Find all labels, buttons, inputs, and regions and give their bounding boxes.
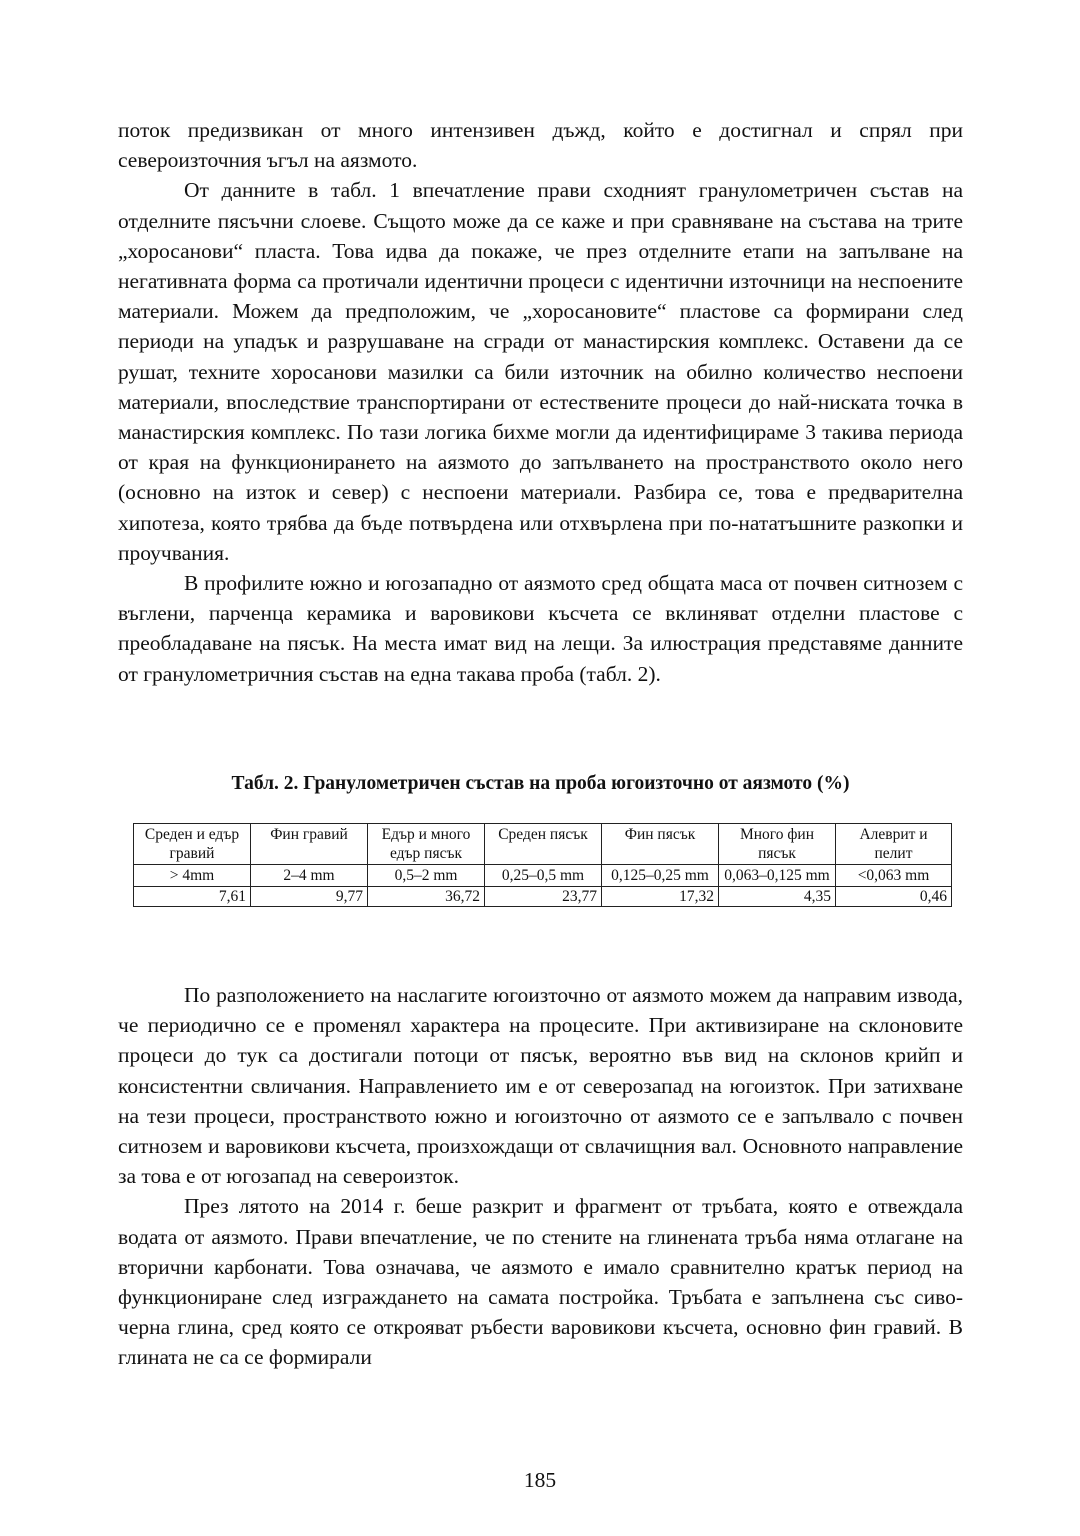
- table-value-cell: 0,46: [836, 887, 952, 907]
- paragraph: През лятото на 2014 г. беше разкрит и фрагмент от тръбата, която е отвеждала водата от аязмото. Прави впечатление, че по стените на глинената тръба няма отлагане на вторични карбонати. Това означава, че аязмото е имало сравнително кратък период на функциониране след изграждането на самата постройка. Тръбата е запълнена със сиво-черна глина, сред която се открояват ръбести варовикови късчета, основно фин гравий. В глината не са се формирали: [118, 1194, 963, 1370]
- table-header-cell: Фин гравий: [251, 824, 368, 865]
- table-value-cell: 36,72: [368, 887, 485, 907]
- table-range-cell: 0,125–0,25 mm: [602, 865, 719, 887]
- table-header-row: [134, 824, 952, 865]
- paragraph: поток предизвикан от много интензивен дъжд, който е достигнал и спрял при североизточния ъгъл на аязмото.: [118, 118, 963, 173]
- table-header-cell: Алеврит и пелит: [836, 824, 952, 865]
- table-range-cell: 0,063–0,125 mm: [719, 865, 836, 887]
- table-range-row: [134, 865, 952, 887]
- table-range-cell: <0,063 mm: [836, 865, 952, 887]
- table-range-cell: 2–4 mm: [251, 865, 368, 887]
- body-text-bottom: [118, 980, 963, 1373]
- table-value-cell: 23,77: [485, 887, 602, 907]
- table-header-cell: Среден и едър гравий: [134, 824, 251, 865]
- table-range-cell: 0,25–0,5 mm: [485, 865, 602, 887]
- table-range-cell: 0,5–2 mm: [368, 865, 485, 887]
- paragraph: В профилите южно и югозападно от аязмото сред общата маса от почвен ситнозем с въглени, парченца керамика и варовикови късчета се вклиняват отделни пластове с преобладаване на пясък. На места имат вид на лещи. За илюстрация представяме данните от гранулометричния състав на една такава проба (табл. 2).: [118, 571, 963, 686]
- table-value-cell: 17,32: [602, 887, 719, 907]
- table-header-cell: Много фин пясък: [719, 824, 836, 865]
- table-value-row: [134, 887, 952, 907]
- table-header-cell: Фин пясък: [602, 824, 719, 865]
- table-caption: Табл. 2. Гранулометричен състав на проба югоизточно от аязмото (%): [231, 773, 850, 794]
- table-value-cell: 7,61: [134, 887, 251, 907]
- body-text-top: [118, 115, 963, 689]
- table-header-cell: Среден пясък: [485, 824, 602, 865]
- table-header-cell: Едър и много едър пясък: [368, 824, 485, 865]
- granulometry-table: [133, 823, 952, 907]
- paragraph: По разположението на наслагите югоизточно от аязмото можем да направим извода, че периодично се е променял характера на процесите. При активизиране на склоновите процеси до тук са достигали потоци от пясък, вероятно във вид на склонов крийп и консистентни свличания. Направлението им е от северозапад на югоизток. При затихване на тези процеси, пространството южно и югоизточно от аязмото се е запълвало с почвен ситнозем и варовикови късчета, произхождащи от свлачищния вал. Основното направление за това е от югозапад на североизток.: [118, 983, 963, 1189]
- page-number: 185: [523, 1468, 557, 1492]
- table-value-cell: 9,77: [251, 887, 368, 907]
- table-value-cell: 4,35: [719, 887, 836, 907]
- table-range-cell: > 4mm: [134, 865, 251, 887]
- paragraph: От данните в табл. 1 впечатление прави сходният гранулометричен състав на отделните пясъчни слоеве. Същото може да се каже и при сравняване на състава на трите „хоросанови“ пласта. Това идва да покаже, че през отделните етапи на запълване на негативната форма са протичали идентични процеси с идентични източници на неспоените материали. Можем да предположим, че „хоросановите“ пластове са формирани след периоди на упадък и разрушаване на сгради от манастирския комплекс. Оставени да се рушат, техните хоросанови мазилки са били източник на обилно количество неспоени материали, впоследствие транспортирани от естествените процеси до най-ниската точка в манастирския комплекс. По тази логика бихме могли да идентифицираме 3 такива периода от края на функционирането на аязмото до запълването на пространството около него (основно на изток и север) с неспоени материали. Разбира се, това е предварителна хипотеза, която трябва да бъде потвърдена или отхвърлена при по-нататъшните разкопки и проучвания.: [118, 178, 963, 565]
